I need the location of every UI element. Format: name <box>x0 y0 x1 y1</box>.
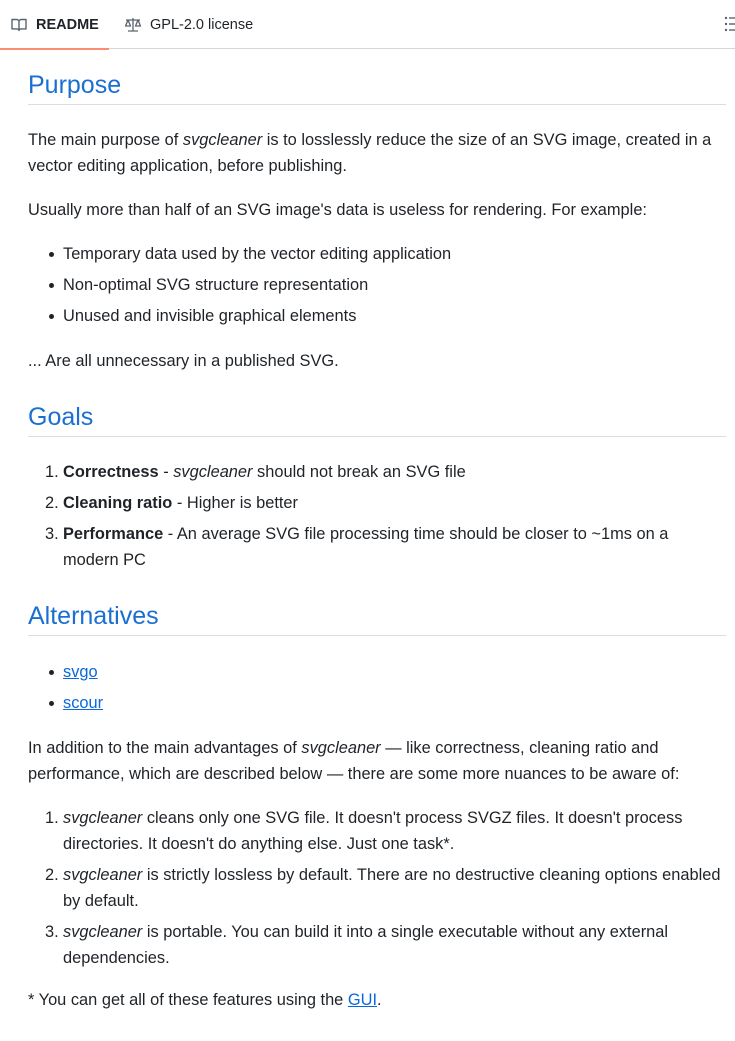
goals-list <box>28 459 726 573</box>
list-item: 3. svgcleaner is portable. You can build it into a single executable without any external dependencies. <box>45 923 669 967</box>
list-item: 1. svgcleaner cleans only one SVG file. It doesn't process SVGZ files. It doesn't process directories. It doesn't do anything else. Just one task*. <box>45 809 683 853</box>
alternatives-paragraph: In addition to the main advantages of svgcleaner — like correctness, cleaning ratio and performance, which are described below — there are some more nuances to be aware of: <box>28 739 680 783</box>
book-icon <box>10 16 28 34</box>
purpose-example-intro: Usually more than half of an SVG image's data is useless for rendering. For example: <box>28 201 647 219</box>
list-item: 3. Performance - An average SVG file processing time should be closer to ~1ms on a modern PC <box>45 525 669 569</box>
purpose-conclusion: ... Are all unnecessary in a published SVG. <box>28 352 339 370</box>
svgo-link[interactable]: svgo <box>63 663 98 681</box>
outline-button[interactable] <box>723 14 735 34</box>
list-item: 2. svgcleaner is strictly lossless by default. There are no destructive cleaning options enabled by default. <box>45 866 721 910</box>
list-item: Unused and invisible graphical elements <box>28 303 726 329</box>
purpose-bullet-list <box>28 241 726 329</box>
list-item: 1. Correctness - svgcleaner should not break an SVG file <box>45 463 466 481</box>
readme-tab[interactable] <box>10 0 109 49</box>
goals-heading: Goals <box>28 399 726 437</box>
gui-link[interactable]: GUI <box>347 991 377 1009</box>
svgcleaner-emphasis: svgcleaner <box>182 131 263 149</box>
purpose-paragraph: The main purpose of svgcleaner is to losslessly reduce the size of an SVG image, created in a vector editing application, before publishing. <box>28 131 712 175</box>
readme-tab-label: README <box>36 16 99 33</box>
list-item: Temporary data used by the vector editing application <box>28 241 726 267</box>
footnote: * You can get all of these features using the GUI. <box>28 991 382 1009</box>
license-tab-label: GPL-2.0 license <box>150 16 254 33</box>
scale-icon <box>124 16 142 34</box>
nuances-list <box>28 805 726 971</box>
license-tab[interactable] <box>124 0 253 49</box>
list-item <box>28 690 726 716</box>
scour-link[interactable]: scour <box>63 694 104 712</box>
alternatives-link-list <box>28 659 726 716</box>
list-icon <box>723 14 735 34</box>
svgcleaner-emphasis: svgcleaner <box>301 739 381 757</box>
alternatives-heading: Alternatives <box>28 598 726 636</box>
purpose-heading: Purpose <box>28 67 726 105</box>
readme-tab-bar <box>0 0 735 49</box>
list-item: 2. Cleaning ratio - Higher is better <box>45 494 299 512</box>
list-item <box>28 659 726 685</box>
list-item: Non-optimal SVG structure representation <box>28 272 726 298</box>
